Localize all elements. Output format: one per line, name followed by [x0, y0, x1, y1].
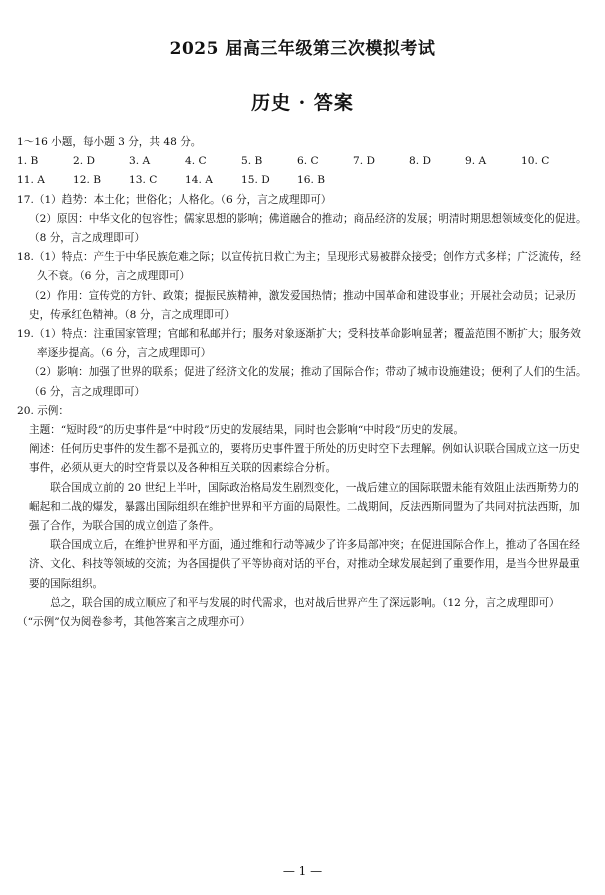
- choice-answer: 11. A: [17, 174, 45, 187]
- q20-paragraph-1: 联合国成立前的 20 世纪上半叶，国际政治格局发生剧烈变化，一战后建立的国际联盟未能有效阻止法西斯势力的崛起和二战的爆发，暴露出国际组织在维护世界和平方面的局限性。二战期间，反法西斯同盟为了共同对抗法西斯，加强了合作，为联合国的成立创造了条件。: [29, 481, 580, 533]
- choice-answer: 6. C: [297, 155, 319, 168]
- choice-answer: 13. C: [129, 174, 158, 187]
- q18-part1: 18.（1）特点：产生于中华民族危难之际；以宣传抗日救亡为主；呈现形式易被群众接受；创作方式多样；广泛流传，经久不衰。（6 分，言之成理即可）: [17, 251, 581, 283]
- page-title: 2025 届高三年级第三次模拟考试: [169, 39, 436, 59]
- choice-answers-row-1: [17, 152, 589, 171]
- choice-answer: 10. C: [521, 155, 550, 168]
- q19-part1: 19.（1）特点：注重国家管理；官邮和私邮并行；服务对象逐渐扩大；受科技革命影响显著；覆盖范围不断扩大；服务效率逐步提高。（6 分，言之成理即可）: [17, 328, 581, 360]
- choice-answer: 4. C: [185, 155, 207, 168]
- choice-answer: 8. D: [409, 155, 431, 168]
- choice-answer: 9. A: [465, 155, 487, 168]
- q18-part2: （2）作用：宣传党的方针、政策；提振民族精神，激发爱国热情；推动中国革命和建设事业；开展社会动员；记录历史，传承红色精神。（8 分，言之成理即可）: [29, 289, 577, 321]
- choice-answer: 3. A: [129, 155, 151, 168]
- choice-answer: 7. D: [353, 155, 375, 168]
- page-number: — 1 —: [282, 864, 323, 878]
- q17-part1: 17.（1）趋势：本土化；世俗化；人格化。（6 分，言之成理即可）: [17, 193, 332, 206]
- q17-part2: （2）原因：中华文化的包容性；儒家思想的影响；佛道融合的推动；商品经济的发展；明清时期思想领域变化的促进。（8 分，言之成理即可）: [29, 212, 587, 245]
- choice-answer: 2. D: [73, 155, 95, 168]
- choice-answers-row-2: [17, 171, 589, 190]
- choice-intro: 1～16 小题，每小题 3 分，共 48 分。: [17, 136, 202, 148]
- choice-answer: 15. D: [241, 174, 270, 187]
- q20-explanation: 阐述：任何历史事件的发生都不是孤立的，要将历史事件置于所处的历史时空下去理解。例如认识联合国成立这一历史事件，必须从更大的时空背景以及各种相互关联的因素综合分析。: [29, 443, 580, 475]
- page-subtitle: 历史 · 答案: [251, 92, 354, 114]
- q20-paragraph-2: 联合国成立后，在维护世界和平方面，通过维和行动等减少了许多局部冲突；在促进国际合作上，推动了各国在经济、文化、科技等领域的交流；为各国提供了平等协商对话的平台，对推动全球发展起到了重要作用，是当今世界最重要的国际组织。: [29, 539, 580, 590]
- q19-part2: （2）影响：加强了世界的联系；促进了经济文化的发展；推动了国际合作；带动了城市设施建设；便利了人们的生活。（6 分，言之成理即可）: [29, 366, 587, 398]
- choice-answer: 12. B: [73, 174, 101, 187]
- choice-answer: 16. B: [297, 174, 325, 187]
- answer-content: [17, 133, 589, 632]
- choice-answer: 1. B: [17, 155, 39, 168]
- q20-note: （“示例”仅为阅卷参考，其他答案言之成理亦可）: [17, 616, 251, 629]
- q20-paragraph-3: 总之，联合国的成立顺应了和平与发展的时代需求，也对战后世界产生了深远影响。（12 分，言之成理即可）: [50, 596, 560, 609]
- q20-theme: 主题：“短时段”的历史事件是“中时段”历史的发展结果，同时也会影响“中时段”历史的发展。: [29, 424, 465, 437]
- choice-answer: 14. A: [185, 174, 213, 187]
- choice-answer: 5. B: [241, 155, 263, 168]
- q20-label: 20. 示例：: [17, 404, 69, 417]
